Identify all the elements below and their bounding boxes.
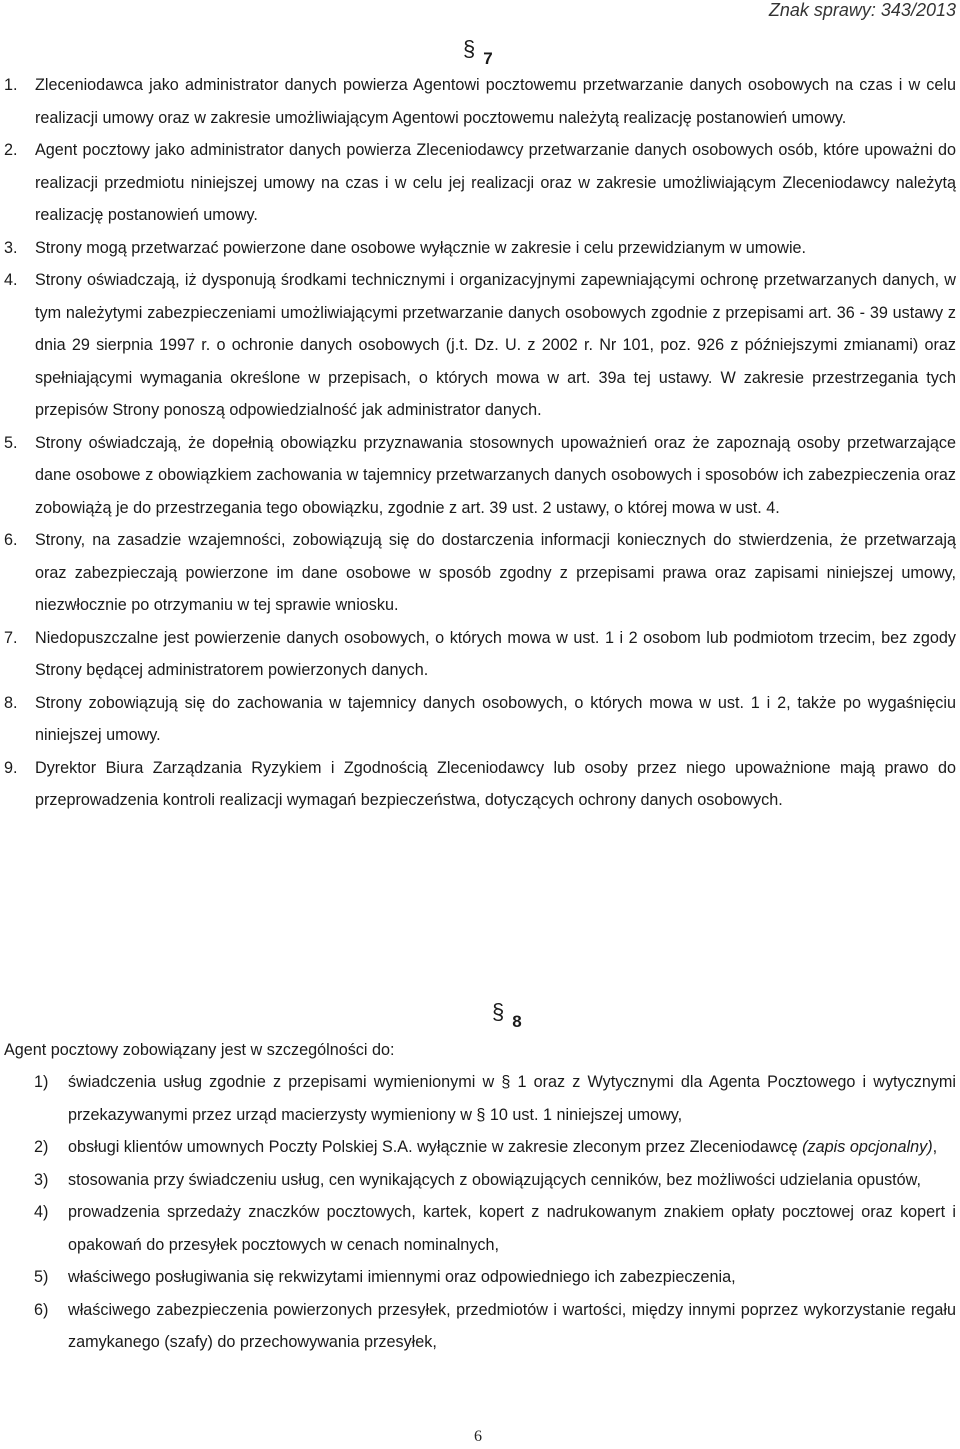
- item-text: właściwego posługiwania się rekwizytami imiennymi oraz odpowiedniego ich zabezpieczenia,: [68, 1268, 736, 1286]
- section-7-number: 7: [483, 49, 493, 68]
- list-item: [34, 1131, 956, 1164]
- item-number: 9.: [4, 758, 18, 777]
- item-text: Strony zobowiązują się do zachowania w tajemnicy danych osobowych, o których mowa w ust. 1 i 2, także po wygaśnięciu niniejszej umowy.: [35, 693, 956, 744]
- list-item: [4, 427, 956, 525]
- case-reference: Znak sprawy: 343/2013: [768, 0, 956, 20]
- section-8-list: [34, 1066, 956, 1359]
- item-number: 6): [34, 1300, 49, 1319]
- section-8-intro: Agent pocztowy zobowiązany jest w szczególności do:: [4, 1041, 395, 1059]
- item-number: 1): [34, 1073, 49, 1091]
- section-8-number: 8: [512, 1012, 522, 1031]
- list-item: [34, 1164, 956, 1197]
- list-item: [34, 1261, 956, 1294]
- item-number: 2): [34, 1138, 49, 1156]
- item-text: właściwego zabezpieczenia powierzonych przesyłek, przedmiotów i wartości, między innymi poprzez wykorzystanie regału zamykanego (szafy) do przechowywania przesyłek,: [68, 1300, 956, 1351]
- item-number: 4): [34, 1203, 49, 1221]
- item-number: 6.: [4, 531, 18, 549]
- item-number: 5.: [4, 433, 18, 452]
- item-text: Strony, na zasadzie wzajemności, zobowiązują się do dostarczenia informacji koniecznych do stwierdzenia, że przetwarzają oraz zabezpieczają powierzone im dane osobowe w sposób zgodny z przepisami prawa oraz zapisami niniejszej umowy, niezwłocznie po otrzymaniu w tej sprawie wniosku.: [35, 531, 956, 614]
- optional-clause-note: (zapis opcjonalny): [802, 1138, 933, 1156]
- section-8-heading: [492, 999, 522, 1033]
- item-text: Niedopuszczalne jest powierzenie danych osobowych, o których mowa w ust. 1 i 2 osobom lub podmiotom trzecim, bez zgody Strony będącej administratorem powierzonych danych.: [35, 628, 956, 679]
- item-number: 2.: [4, 141, 18, 159]
- item-number: 1.: [4, 76, 18, 94]
- section-sign-icon: §: [463, 36, 476, 61]
- item-number: 4.: [4, 271, 18, 289]
- item-text: prowadzenia sprzedaży znaczków pocztowych, kartek, kopert z nadrukowanym znakiem opłaty pocztowej oraz kopert i opakowań do przesyłek pocztowych w cenach nominalnych,: [68, 1203, 956, 1254]
- list-item: [4, 134, 956, 232]
- item-number: 7.: [4, 628, 18, 647]
- item-text: stosowania przy świadczeniu usług, cen wynikających z obowiązujących cenników, bez możliwości udzielania opustów,: [68, 1170, 921, 1189]
- item-text: Strony mogą przetwarzać powierzone dane osobowe wyłącznie w zakresie i celu przewidzianym w umowie.: [35, 238, 807, 257]
- list-item: [4, 232, 956, 265]
- list-item: [4, 524, 956, 622]
- list-item: [34, 1066, 956, 1131]
- list-item: [4, 752, 956, 817]
- page-number: 6: [474, 1428, 482, 1445]
- item-number: 3.: [4, 238, 18, 257]
- item-number: 8.: [4, 693, 18, 712]
- list-item: [4, 69, 956, 134]
- item-text: Dyrektor Biura Zarządzania Ryzykiem i Zgodnością Zleceniodawcy lub osoby przez niego upoważnione mają prawo do przeprowadzenia kontroli realizacji wymagań bezpieczeństwa, dotyczących ochrony danych osobowych.: [35, 758, 956, 809]
- item-text: Agent pocztowy jako administrator danych powierza Zleceniodawcy przetwarzanie danych osobowych osób, które upoważni do realizacji przedmiotu niniejszej umowy na czas i w celu jej realizacji oraz w zakresie umożliwiającym Zleceniodawcy należytą realizację postanowień umowy.: [35, 141, 956, 224]
- item-text: Strony oświadczają, że dopełnią obowiązku przyznawania stosownych upoważnień oraz że zapoznają osoby przetwarzające dane osobowe z obowiązkiem zachowania w tajemnicy przetwarzanych danych osobowych i sposobów ich zabezpieczenia oraz zobowiążą je do przestrzegania tego obowiązku, zgodnie z art. 39 ust. 2 ustawy, o której mowa w ust. 4.: [35, 433, 956, 517]
- item-text: świadczenia usług zgodnie z przepisami wymienionymi w § 1 oraz z Wytycznymi dla Agenta Pocztowego i wytycznymi przekazywanymi przez urząd macierzysty wymieniony w § 10 ust. 1 niniejszej umowy,: [68, 1073, 956, 1124]
- item-text: Zleceniodawca jako administrator danych powierza Agentowi pocztowemu przetwarzanie danych osobowych na czas i w celu realizacji umowy oraz w zakresie umożliwiającym Agentowi pocztowemu należytą realizację postanowień umowy.: [35, 76, 956, 127]
- item-number: 5): [34, 1268, 49, 1286]
- item-number: 3): [34, 1170, 49, 1189]
- list-item: [4, 264, 956, 427]
- list-item: [34, 1196, 956, 1261]
- section-7-heading: [463, 36, 493, 70]
- item-suffix: ,: [932, 1138, 938, 1156]
- list-item: [34, 1294, 956, 1359]
- item-text: obsługi klientów umownych Poczty Polskiej S.A. wyłącznie w zakresie zleconym przez Zleceniodawcę: [68, 1138, 798, 1156]
- list-item: [4, 622, 956, 687]
- item-text: Strony oświadczają, iż dysponują środkami technicznymi i organizacyjnymi zapewniającymi ochronę przetwarzanych danych, w tym należytymi zabezpieczeniami umożliwiającymi przetwarzanie danych osobowych zgodnie z przepisami art. 36 - 39 ustawy z dnia 29 sierpnia 1997 r. o ochronie danych osobowych (j.t. Dz. U. z 2002 r. Nr 101, poz. 926 z późniejszymi zmianami) oraz spełniającymi wymagania określone w przepisach, o których mowa w art. 39a tej ustawy. W zakresie przestrzegania tych przepisów Strony ponoszą odpowiedzialność jak administrator danych.: [35, 271, 956, 419]
- section-sign-icon: §: [492, 999, 505, 1024]
- list-item: [4, 687, 956, 752]
- section-7-list: [4, 69, 956, 817]
